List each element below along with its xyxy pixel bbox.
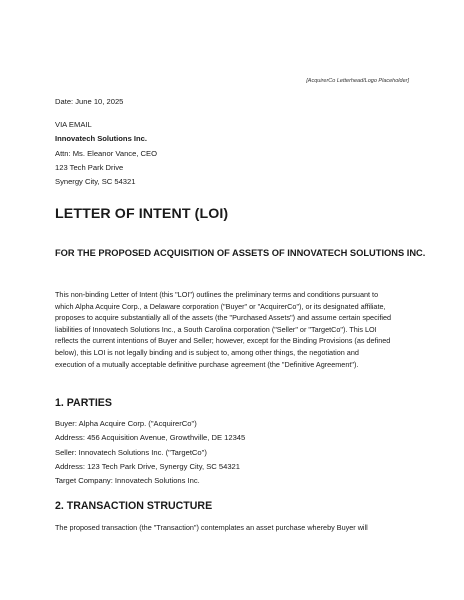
section-heading-transaction-structure: 2. TRANSACTION STRUCTURE — [55, 500, 213, 512]
section-heading-parties: 1. PARTIES — [55, 397, 112, 409]
letter-date: Date: June 10, 2025 — [55, 97, 124, 106]
party-line: Buyer: Alpha Acquire Corp. ("AcquirerCo") — [55, 419, 197, 428]
party-line: Address: 123 Tech Park Drive, Synergy City, SC 54321 — [55, 461, 241, 471]
delivery-method: VIA EMAIL — [55, 120, 92, 129]
document-title: LETTER OF INTENT (LOI) — [55, 206, 229, 222]
recipient-company: Innovatech Solutions Inc. — [55, 134, 147, 144]
party-line: Address: 456 Acquisition Avenue, Growthville, DE 12345 — [55, 433, 246, 443]
recipient-address-block — [55, 118, 410, 189]
document-subtitle: FOR THE PROPOSED ACQUISITION OF ASSETS OF INNOVATECH SOLUTIONS INC. — [55, 248, 426, 258]
recipient-attention: Attn: Ms. Eleanor Vance, CEO — [55, 148, 157, 158]
recipient-street: 123 Tech Park Drive — [55, 162, 124, 172]
intro-line: below), this LOI is not legally binding and is subject to, among other things, the negotiation and — [55, 347, 359, 357]
parties-list — [55, 417, 410, 488]
letterhead-placeholder: [AcquirerCo Letterhead/Logo Placeholder] — [306, 78, 409, 84]
recipient-city: Synergy City, SC 54321 — [55, 177, 136, 187]
intro-line: proposes to acquire substantially all of the assets (the "Purchased Assets") and assume certain specified — [55, 313, 392, 323]
intro-line: execution of a mutually acceptable definitive purchase agreement (the "Definitive Agreement"). — [55, 359, 359, 369]
intro-line: liabilities of Innovatech Solutions Inc., a South Carolina corporation ("Seller" or "TargetCo"). This LOI — [55, 324, 377, 334]
party-line: Target Company: Innovatech Solutions Inc. — [55, 476, 200, 486]
transaction-structure-text: The proposed transaction (the "Transaction") contemplates an asset purchase whereby Buyer will — [55, 523, 368, 532]
intro-line: This non-binding Letter of Intent (this "LOI") outlines the preliminary terms and conditions pursuant to — [55, 290, 379, 299]
intro-line: which Alpha Acquire Corp., a Delaware corporation ("Buyer" or "AcquirerCo"), or its designated affiliate, — [55, 301, 386, 311]
intro-paragraph — [55, 289, 410, 370]
intro-line: reflects the current intentions of Buyer and Seller; however, except for the Binding Provisions (as defined — [55, 336, 391, 346]
party-line: Seller: Innovatech Solutions Inc. ("TargetCo") — [55, 447, 207, 457]
